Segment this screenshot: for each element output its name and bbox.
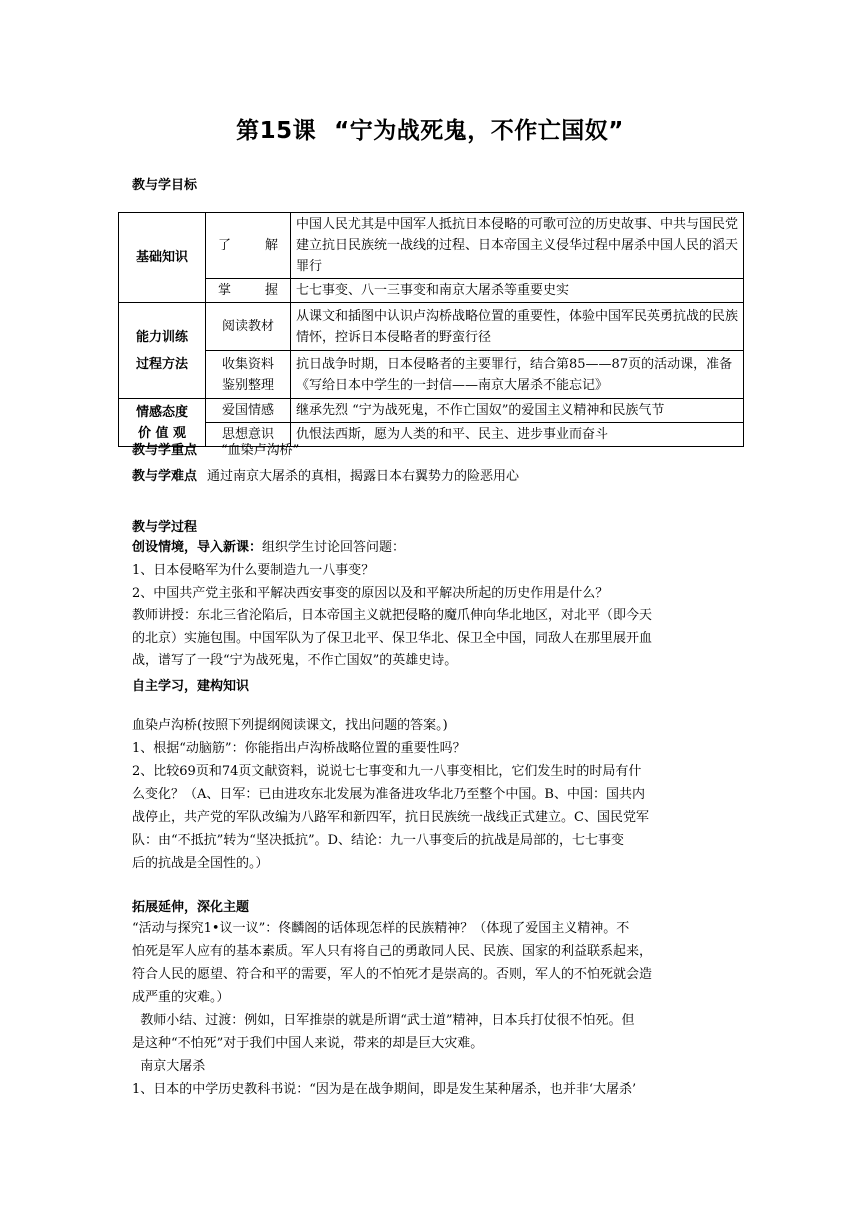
extension-p1-line1: “活动与探究1•议一议”：佟麟阁的话体现怎样的民族精神？（体现了爱国主义精神。不 xyxy=(132,921,630,936)
goals-table xyxy=(118,212,744,447)
category-ability xyxy=(119,303,206,399)
lecture-line-2: 的北京）实施包围。中国军队为了保卫北平、保卫华北、保卫全中国，同敌人在那里展开血 xyxy=(132,631,653,646)
table-row xyxy=(119,213,744,279)
table-row xyxy=(119,279,744,303)
difficult-point-label: 教与学难点 xyxy=(132,469,198,484)
understand-text: 中国人民尤其是中国军人抵抗日本侵略的可歌可泣的历史故事、中共与国民党建立抗日民族统一战线的过程、日本帝国主义侵华过程中屠杀中国人民的滔天罪行 xyxy=(291,213,744,279)
intro-text: 组织学生讨论回答问题： xyxy=(262,540,406,555)
lecture-line-3: 战，谱写了一段“宁为战死鬼，不作亡国奴”的英雄史诗。 xyxy=(132,653,458,668)
thought-text: 仇恨法西斯，愿为人类的和平、民主、进步事业而奋斗 xyxy=(291,423,744,447)
table-row xyxy=(119,351,744,399)
ability-line2: 过程方法 xyxy=(135,356,188,372)
extension-p2-line1: 教师小结、过渡：例如，日军推崇的就是所谓“武士道”精神，日本兵打仗很不怕死。但 xyxy=(132,1013,635,1028)
self-study-q2-line1: 2、比较69页和74页文献资料，说说七七事变和九一八事变相比，它们发生时的时局有什 xyxy=(132,764,642,779)
difficult-point xyxy=(132,466,519,488)
sub-understand: 了 解 xyxy=(206,213,291,279)
master-text: 七七事变、八一三事变和南京大屠杀等重要史实 xyxy=(291,279,744,303)
intro-line xyxy=(132,537,405,559)
lesson-number: 第15课 xyxy=(236,118,317,144)
collect-label-2: 鉴别整理 xyxy=(221,377,274,393)
emotion-line1: 情感态度 xyxy=(135,404,188,420)
patriot-text: 继承先烈 “宁为战死鬼，不作亡国奴”的爱国主义精神和民族气节 xyxy=(291,399,744,423)
difficult-point-text: 通过南京大屠杀的真相，揭露日本右翼势力的险恶用心 xyxy=(207,469,520,484)
self-study-q2-line5: 后的抗战是全国性的。） xyxy=(132,856,269,871)
self-study-q2-line3: 战停止，共产党的军队改编为八路军和新四军，抗日民族统一战线正式建立。C、国民党军 xyxy=(132,810,649,825)
ability-line1: 能力训练 xyxy=(135,329,188,345)
self-study-intro: 血染卢沟桥(按照下列提纲阅读课文，找出问题的答案。) xyxy=(132,718,448,733)
sub-patriot: 爱国情感 xyxy=(206,399,291,423)
emotion-line2: 价 值 观 xyxy=(137,425,187,441)
intro-label: 创设情境，导入新课： xyxy=(132,540,263,555)
sub-reading: 阅读教材 xyxy=(206,303,291,351)
key-point-label: 教与学重点 xyxy=(132,443,198,458)
table-row xyxy=(119,303,744,351)
extension-p2-line2: 是这种“不怕死”对于我们中国人来说，带来的却是巨大灾难。 xyxy=(132,1036,484,1051)
lesson-quote: “宁为战死鬼，不作亡国奴” xyxy=(334,118,624,144)
category-basic-knowledge: 基础知识 xyxy=(119,213,206,303)
extension-p4: 1、日本的中学历史教科书说：“因为是在战争期间，即是发生某种屠杀，也并非‘大屠杀’ xyxy=(132,1082,637,1097)
key-point-text: “血染卢沟桥” xyxy=(221,443,300,458)
key-point xyxy=(132,440,299,462)
lecture-line-1: 教师讲授：东北三省沦陷后，日本帝国主义就把侵略的魔爪伸向华北地区，对北平（即今天 xyxy=(132,608,653,623)
extension-nanjing-heading: 南京大屠杀 xyxy=(132,1059,206,1074)
collect-label-1: 收集资料 xyxy=(221,356,274,372)
extension-p1-line3: 符合人民的愿望、符合和平的需要，军人的不怕死才是崇高的。否则，军人的不怕死就会造 xyxy=(132,967,653,982)
process-heading: 教与学过程 xyxy=(132,520,198,535)
self-study-q2-line4: 队：由“不抵抗”转为“坚决抵抗”。D、结论：九一八事变后的抗战是局部的，七七事变 xyxy=(132,833,625,848)
sub-master: 掌 握 xyxy=(206,279,291,303)
sub-collect xyxy=(206,351,291,399)
intro-q2: 2、中国共产党主张和平解决西安事变的原因以及和平解决所起的历史作用是什么？ xyxy=(132,586,609,601)
lesson-title xyxy=(0,112,860,145)
extension-heading: 拓展延伸，深化主题 xyxy=(132,900,250,915)
goals-heading: 教与学目标 xyxy=(132,178,198,193)
intro-q1: 1、日本侵略军为什么要制造九一八事变？ xyxy=(132,563,375,578)
extension-p1-line4: 成严重的灾难。） xyxy=(132,990,230,1005)
self-study-heading: 自主学习，建构知识 xyxy=(132,679,250,694)
table-row xyxy=(119,399,744,423)
sub-thought: 思想意识 xyxy=(206,423,291,447)
extension-p1-line2: 怕死是军人应有的基本素质。军人只有将自己的勇敢同人民、民族、国家的利益联系起来， xyxy=(132,944,653,959)
self-study-q2-line2: 么变化？（A、日军：已由进攻东北发展为准备进攻华北乃至整个中国。B、中国：国共内 xyxy=(132,787,645,802)
self-study-q1: 1、根据“动脑筋”：你能指出卢沟桥战略位置的重要性吗？ xyxy=(132,741,466,756)
reading-text: 从课文和插图中认识卢沟桥战略位置的重要性，体验中国军民英勇抗战的民族情怀，控诉日本侵略者的野蛮行径 xyxy=(291,303,744,351)
collect-text: 抗日战争时期，日本侵略者的主要罪行，结合第85——87页的活动课，准备《写给日本中学生的一封信——南京大屠杀不能忘记》 xyxy=(291,351,744,399)
